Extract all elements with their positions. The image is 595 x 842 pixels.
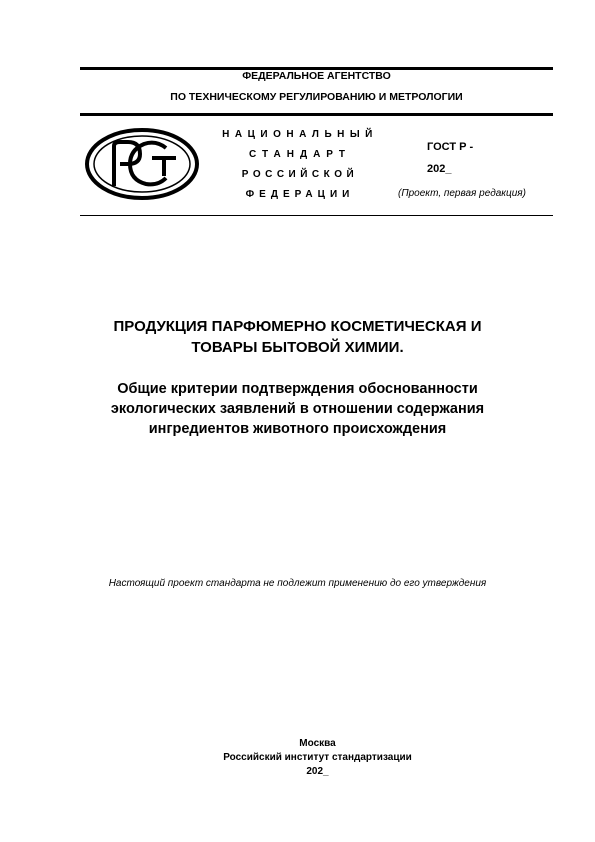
footer-year: 202_ xyxy=(306,766,329,777)
agency-line-1: ФЕДЕРАЛЬНОЕ АГЕНТСТВО xyxy=(242,70,391,82)
header-bottom-rule xyxy=(80,215,553,216)
agency-line-2: ПО ТЕХНИЧЕСКОМУ РЕГУЛИРОВАНИЮ И МЕТРОЛОГИИ xyxy=(170,91,463,103)
draft-note: (Проект, первая редакция) xyxy=(398,188,526,199)
standard-line-federation: ФЕДЕРАЦИИ xyxy=(245,189,355,200)
document-subtitle xyxy=(50,379,545,439)
subtitle-line-2: экологических заявлений в отношении содержания xyxy=(110,401,485,417)
standard-line-russian: РОССИЙСКОЙ xyxy=(241,169,359,180)
standard-line-national: НАЦИОНАЛЬНЫЙ xyxy=(222,129,378,140)
subtitle-line-1: Общие критерии подтверждения обоснованности xyxy=(117,381,478,397)
publication-footer xyxy=(120,737,515,779)
header-divider-rule xyxy=(80,113,553,116)
footer-city: Москва xyxy=(299,738,336,749)
gost-r-logo-icon xyxy=(84,124,200,208)
standard-line-standard: СТАНДАРТ xyxy=(249,149,351,160)
gost-label: ГОСТ Р - xyxy=(427,141,474,153)
gost-year: 202_ xyxy=(427,163,452,175)
footer-publisher: Российский институт стандартизации xyxy=(223,752,412,763)
title-line-2: ТОВАРЫ БЫТОВОЙ ХИМИИ. xyxy=(191,339,404,356)
title-line-1: ПРОДУКЦИЯ ПАРФЮМЕРНО КОСМЕТИЧЕСКАЯ И xyxy=(113,318,482,335)
document-title xyxy=(60,316,535,358)
subtitle-line-3: ингредиентов животного происхождения xyxy=(148,421,447,437)
draft-notice: Настоящий проект стандарта не подлежит применению до его утверждения xyxy=(108,578,487,589)
